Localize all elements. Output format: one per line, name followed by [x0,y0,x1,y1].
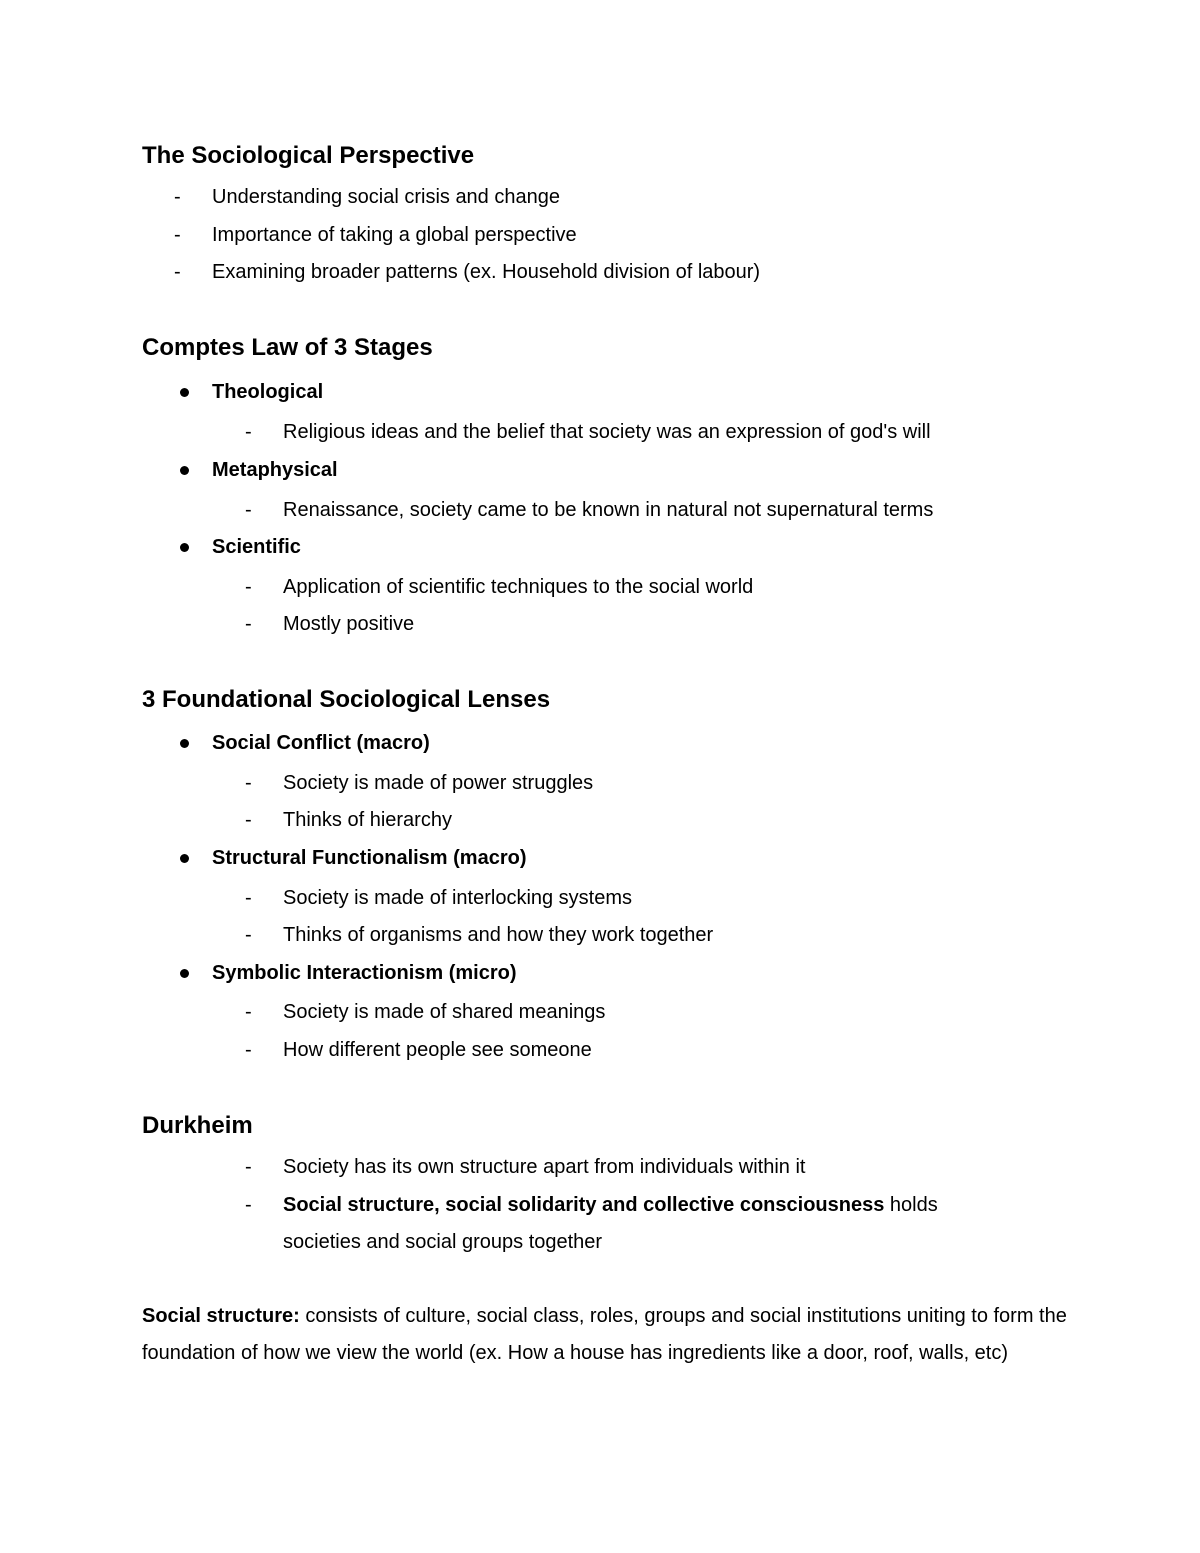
bullet-label: Structural Functionalism (macro) [212,847,527,869]
dash-marker: - [245,924,252,946]
bullet-icon [180,969,189,978]
bullet-icon [180,388,189,397]
list-item-text: Understanding social crisis and change [212,186,560,208]
bullet-icon [180,543,189,552]
definition-paragraph [142,1298,1067,1372]
dash-marker: - [245,772,252,794]
dash-marker: - [174,261,181,283]
bullet-icon [180,466,189,475]
dash-marker: - [245,499,252,521]
dash-marker: - [245,613,252,635]
list-item-text: Application of scientific techniques to the social world [283,576,754,598]
list-item-text: Mostly positive [283,613,415,635]
dash-marker: - [245,421,252,443]
bullet-label: Metaphysical [212,459,338,481]
bullet-label: Symbolic Interactionism (micro) [212,962,517,984]
list-item-text: Society is made of shared meanings [283,1001,606,1023]
definition-term: Social structure: [142,1305,300,1327]
definition-text: consists of culture, social class, roles, groups and social institutions uniting to form the foundation of how we view the world (ex. How a house has ingredients like a door, roof, walls, etc) [142,1305,1067,1364]
dash-marker: - [245,887,252,909]
list-item-text: Society is made of power struggles [283,772,594,794]
list-item-text: Renaissance, society came to be known in natural not supernatural terms [283,499,934,521]
list-item-text: Examining broader patterns (ex. Household division of labour) [212,261,761,283]
dash-marker: - [245,576,252,598]
dash-marker: - [174,186,181,208]
list-item-text: Society has its own structure apart from individuals within it [283,1156,806,1178]
bullet-label: Scientific [212,536,301,558]
bullet-label: Theological [212,381,324,403]
dash-marker: - [245,1039,252,1061]
list-item-text: Thinks of organisms and how they work together [283,924,714,946]
heading-comtes-law: Comptes Law of 3 Stages [142,334,433,361]
heading-sociological-lenses: 3 Foundational Sociological Lenses [142,686,551,713]
list-item-text: Thinks of hierarchy [283,809,452,831]
heading-durkheim: Durkheim [142,1112,253,1139]
bullet-icon [180,854,189,863]
bullet-icon [180,739,189,748]
heading-sociological-perspective: The Sociological Perspective [142,142,475,169]
list-item-text: Importance of taking a global perspective [212,224,577,246]
dash-marker: - [174,224,181,246]
dash-marker: - [245,1194,252,1216]
list-item-text: holds societies and social groups together [283,1194,938,1253]
bold-phrase: Social structure, social solidarity and collective consciousness [283,1194,885,1216]
dash-marker: - [245,1001,252,1023]
bullet-label: Social Conflict (macro) [212,732,430,754]
dash-marker: - [245,1156,252,1178]
list-item-text: How different people see someone [283,1039,592,1061]
list-item-text: Society is made of interlocking systems [283,887,633,909]
durkheim-point-2 [283,1187,1003,1261]
dash-marker: - [245,809,252,831]
list-item-text: Religious ideas and the belief that society was an expression of god's will [283,421,931,443]
